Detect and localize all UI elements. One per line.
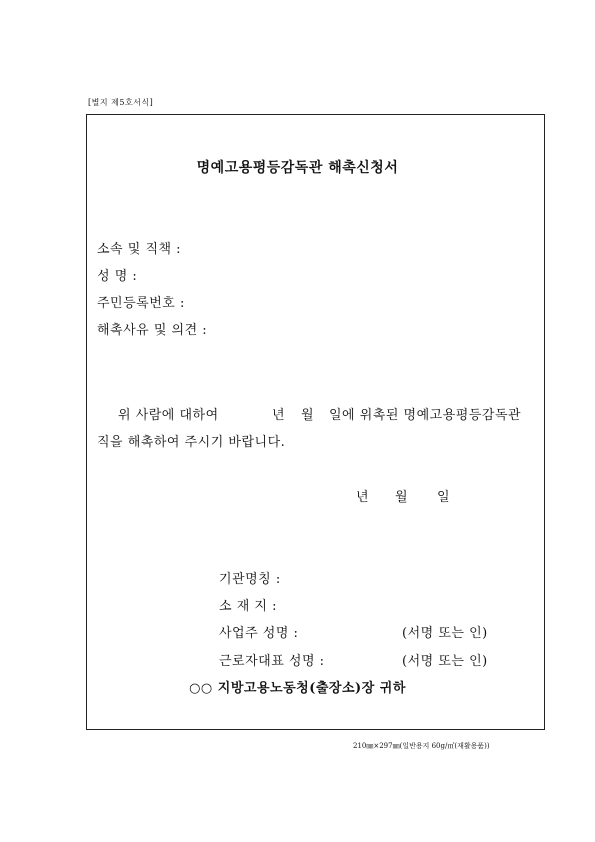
paper-spec-footer: 210㎜×297㎜(일반용지 60g/㎡(재활용품)) — [353, 742, 490, 750]
date-month: 월 — [395, 490, 408, 505]
resident-number-field-label: 주민등록번호 : — [97, 296, 185, 311]
form-number-label: [별지 제5호서식] — [88, 98, 154, 107]
body-line1-year: 년 — [272, 408, 286, 423]
reason-field-label: 해촉사유 및 의견 : — [97, 323, 208, 338]
employer-sign-note: (서명 또는 인) — [402, 626, 488, 641]
body-line1-end: 일에 위촉된 명예고용평등감독관 — [329, 408, 522, 423]
date-day: 일 — [437, 490, 450, 505]
date-year: 년 — [356, 490, 369, 505]
org-name-label: 기관명칭 : — [219, 572, 281, 587]
addressee: ○○ 지방고용노동청(출장소)장 귀하 — [189, 681, 406, 696]
worker-rep-sign-note: (서명 또는 인) — [402, 654, 488, 669]
employer-name-label: 사업주 성명 : — [219, 626, 299, 641]
affiliation-field-label: 소속 및 직책 : — [97, 242, 182, 257]
body-line2: 직을 해촉하여 주시기 바랍니다. — [97, 435, 286, 450]
worker-rep-name-label: 근로자대표 성명 : — [219, 654, 325, 669]
document-title: 명예고용평등감독관 해촉신청서 — [196, 160, 399, 176]
name-field-label: 성 명 : — [97, 269, 138, 284]
org-address-label: 소 재 지 : — [219, 599, 277, 614]
body-line1-month: 월 — [301, 408, 315, 423]
body-line1-start: 위 사람에 대하여 — [118, 408, 219, 423]
